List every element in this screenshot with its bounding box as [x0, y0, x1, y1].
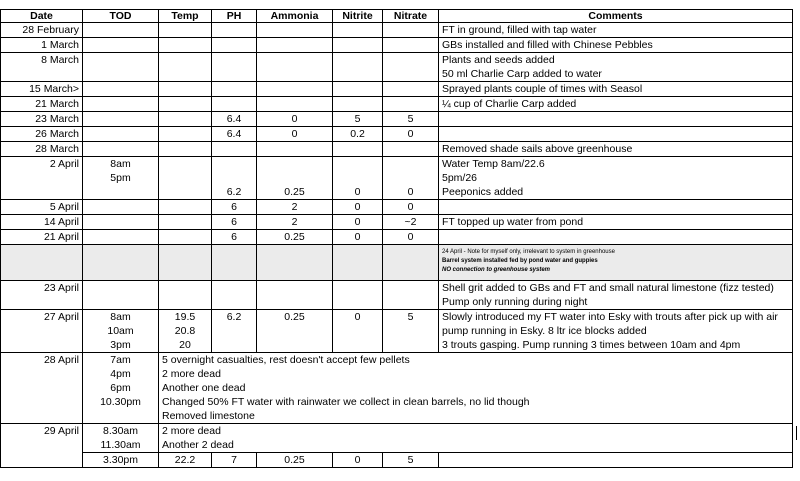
- nitrate-cell: ~2: [383, 215, 439, 230]
- tod-cell: 3.30pm: [83, 453, 159, 468]
- comment-line: Another one dead: [162, 382, 246, 394]
- tod-line: 8am: [110, 311, 131, 323]
- temp-cell: [159, 38, 212, 53]
- comment-line: Plants and seeds added: [442, 54, 555, 66]
- ammonia-cell: 0: [257, 112, 333, 127]
- tod-line: 3pm: [110, 339, 131, 351]
- ammonia-cell: [257, 157, 333, 200]
- comment-line: 50 ml Charlie Carp added to water: [442, 68, 602, 80]
- ph-cell: 6.4: [212, 127, 257, 142]
- comment-line: 2 more dead: [162, 425, 221, 437]
- ammonia-cell: [257, 38, 333, 53]
- nitrate-cell: 5: [383, 310, 439, 353]
- water-log-table: [0, 9, 793, 468]
- nitrate-cell: [383, 245, 439, 281]
- temp-cell: [159, 142, 212, 157]
- ammonia-cell: [257, 142, 333, 157]
- ph-cell: 6: [212, 230, 257, 245]
- ph-cell: [212, 53, 257, 82]
- date-cell: 21 March: [1, 97, 83, 112]
- nitrite-cell: 0: [333, 230, 383, 245]
- tod-cell: [83, 200, 159, 215]
- ph-cell: [212, 97, 257, 112]
- temp-line: 20: [179, 339, 191, 351]
- nitrite-cell: [333, 157, 383, 200]
- comment-cell: [439, 200, 793, 215]
- tod-cell: [83, 281, 159, 310]
- date-cell: 28 February: [1, 23, 83, 38]
- note-title: 24 April - Note for myself only, irrelevant to system in greenhouse: [442, 249, 615, 255]
- ammonia-cell: [257, 82, 333, 97]
- comment-line: Pump only running during night: [442, 296, 588, 308]
- table-row: [1, 142, 793, 157]
- header-ammonia: Ammonia: [257, 10, 333, 23]
- header-nitrate: Nitrate: [383, 10, 439, 23]
- date-cell: 14 April: [1, 215, 83, 230]
- nitrate-cell: [383, 142, 439, 157]
- comment-line: 5 overnight casualties, rest doesn't accept few pellets: [162, 354, 410, 366]
- comment-cell: [439, 310, 793, 353]
- tod-cell: [83, 310, 159, 353]
- ph-cell: 6: [212, 215, 257, 230]
- date-cell: 21 April: [1, 230, 83, 245]
- ph-cell: 6.2: [212, 310, 257, 353]
- ph-cell: [212, 245, 257, 281]
- tod-cell: [83, 215, 159, 230]
- table-row: [1, 97, 793, 112]
- tod-cell: [83, 112, 159, 127]
- nitrate-cell: 5: [383, 112, 439, 127]
- ammonia-cell: 0.25: [257, 310, 333, 353]
- ph-cell: [212, 82, 257, 97]
- tod-cell: [83, 97, 159, 112]
- date-cell: 2 April: [1, 157, 83, 200]
- note-italic: NO connection to greenhouse system: [442, 267, 551, 273]
- ph-cell: [212, 281, 257, 310]
- tod-cell: [83, 245, 159, 281]
- note-cell: [439, 245, 793, 281]
- comment-cell: [439, 453, 793, 468]
- ph-cell: [212, 23, 257, 38]
- ammonia-cell: 2: [257, 200, 333, 215]
- comment-line: Water Temp 8am/22.6: [442, 158, 545, 170]
- ammonia-cell: [257, 23, 333, 38]
- nitrite-cell: 0: [333, 453, 383, 468]
- ph-cell: [212, 142, 257, 157]
- tod-line: 7am: [110, 354, 131, 366]
- table-row: [1, 200, 793, 215]
- header-comments: Comments: [439, 10, 793, 23]
- tod-cell: [83, 142, 159, 157]
- tod-line: 4pm: [110, 368, 131, 380]
- temp-cell: [159, 215, 212, 230]
- date-cell: 28 April: [1, 353, 83, 424]
- tod-cell: [83, 38, 159, 53]
- nitrite-cell: [333, 38, 383, 53]
- nitrate-cell: [383, 157, 439, 200]
- header-nitrite: Nitrite: [333, 10, 383, 23]
- comment-cell: [439, 112, 793, 127]
- ammonia-cell: 0: [257, 127, 333, 142]
- temp-cell: [159, 245, 212, 281]
- table-row: [1, 310, 793, 353]
- temp-cell: [159, 53, 212, 82]
- comment-line: 3 trouts gasping. Pump running 3 times between 10am and 4pm: [442, 339, 741, 351]
- date-cell: 28 March: [1, 142, 83, 157]
- table-row: [1, 112, 793, 127]
- comment-line: Removed limestone: [162, 410, 255, 422]
- temp-cell: [159, 82, 212, 97]
- nitrite-cell: [333, 97, 383, 112]
- table-row: [1, 215, 793, 230]
- table-row: [1, 281, 793, 310]
- comment-line: Peeponics added: [442, 186, 524, 198]
- comment-line: Changed 50% FT water with rainwater we collect in clean barrels, no lid though: [162, 396, 530, 408]
- comment-cell: Removed shade sails above greenhouse: [439, 142, 793, 157]
- ph-cell: 6: [212, 200, 257, 215]
- nitrate-value: 0: [407, 186, 414, 198]
- comment-cell: FT topped up water from pond: [439, 215, 793, 230]
- tod-line: 5pm: [110, 172, 131, 184]
- ammonia-cell: [257, 53, 333, 82]
- temp-cell: [159, 200, 212, 215]
- nitrate-cell: [383, 281, 439, 310]
- date-cell: 26 March: [1, 127, 83, 142]
- ph-cell: 7: [212, 453, 257, 468]
- comment-cell: [439, 127, 793, 142]
- ammonia-cell: [257, 97, 333, 112]
- nitrite-cell: [333, 245, 383, 281]
- table-row: [1, 127, 793, 142]
- tod-cell: [83, 23, 159, 38]
- header-row: [1, 10, 793, 23]
- cursor-mark: [796, 426, 797, 440]
- ammonia-cell: 0.25: [257, 453, 333, 468]
- date-cell: [1, 245, 83, 281]
- comment-line: Slowly introduced my FT water into Esky with trouts after pick up with air: [442, 311, 778, 323]
- nitrite-cell: 0.2: [333, 127, 383, 142]
- ph-cell: [212, 38, 257, 53]
- header-tod: TOD: [83, 10, 159, 23]
- comment-cell: [439, 281, 793, 310]
- nitrite-cell: [333, 142, 383, 157]
- date-cell: 1 March: [1, 38, 83, 53]
- note-bold: Barrel system installed fed by pond water and guppies: [442, 258, 598, 264]
- nitrite-value: 0: [354, 186, 361, 198]
- tod-line: 10am: [107, 325, 134, 337]
- nitrate-cell: 0: [383, 230, 439, 245]
- table-row: [1, 53, 793, 82]
- ammonia-value: 0.25: [284, 186, 305, 198]
- date-cell: 5 April: [1, 200, 83, 215]
- temp-line: 20.8: [174, 325, 196, 337]
- tod-line: 8am: [110, 158, 131, 170]
- tod-line: 10.30pm: [100, 396, 141, 408]
- temp-cell: [159, 281, 212, 310]
- tod-cell: [83, 127, 159, 142]
- date-cell: 29 April: [1, 424, 83, 468]
- comment-cell: [439, 53, 793, 82]
- tod-cell: [83, 82, 159, 97]
- nitrite-cell: 5: [333, 112, 383, 127]
- comment-line: pump running in Esky. 8 ltr ice blocks added: [442, 325, 647, 337]
- nitrite-cell: [333, 23, 383, 38]
- temp-cell: [159, 230, 212, 245]
- nitrate-cell: [383, 53, 439, 82]
- ph-value: 6.2: [226, 186, 242, 198]
- header-temp: Temp: [159, 10, 212, 23]
- tod-line: 6pm: [110, 382, 131, 394]
- comment-cell: [439, 157, 793, 200]
- temp-cell: [159, 310, 212, 353]
- nitrate-cell: 0: [383, 127, 439, 142]
- table-row: [1, 82, 793, 97]
- header-date: Date: [1, 10, 83, 23]
- tod-line: 11.30am: [100, 439, 141, 451]
- tod-cell: [83, 157, 159, 200]
- nitrite-cell: [333, 82, 383, 97]
- tod-cell: [83, 353, 159, 424]
- temp-cell: [159, 112, 212, 127]
- comment-cell: [159, 353, 793, 424]
- table-row: [1, 424, 793, 453]
- ph-cell: [212, 157, 257, 200]
- temp-cell: [159, 127, 212, 142]
- date-cell: 23 April: [1, 281, 83, 310]
- tod-line: 8.30am: [102, 425, 139, 437]
- nitrite-cell: [333, 53, 383, 82]
- tod-cell: [83, 424, 159, 453]
- nitrite-cell: 0: [333, 215, 383, 230]
- temp-cell: 22.2: [159, 453, 212, 468]
- comment-cell: [159, 424, 793, 453]
- ammonia-cell: 2: [257, 215, 333, 230]
- table-row: [1, 453, 793, 468]
- ph-cell: 6.4: [212, 112, 257, 127]
- header-ph: PH: [212, 10, 257, 23]
- temp-cell: [159, 97, 212, 112]
- date-cell: 23 March: [1, 112, 83, 127]
- tod-cell: [83, 53, 159, 82]
- ammonia-cell: [257, 281, 333, 310]
- nitrate-cell: [383, 97, 439, 112]
- tod-cell: [83, 230, 159, 245]
- temp-cell: [159, 157, 212, 200]
- comment-cell: Sprayed plants couple of times with Seasol: [439, 82, 793, 97]
- date-cell: 27 April: [1, 310, 83, 353]
- date-cell: 8 March: [1, 53, 83, 82]
- table-row: [1, 38, 793, 53]
- nitrite-cell: 0: [333, 200, 383, 215]
- nitrite-cell: [333, 281, 383, 310]
- note-row: [1, 245, 793, 281]
- comment-line: 5pm/26: [442, 172, 478, 184]
- comment-cell: [439, 230, 793, 245]
- nitrate-cell: [383, 38, 439, 53]
- nitrate-cell: [383, 82, 439, 97]
- ammonia-cell: [257, 245, 333, 281]
- nitrate-cell: 0: [383, 200, 439, 215]
- nitrate-cell: 5: [383, 453, 439, 468]
- table-row: [1, 157, 793, 200]
- temp-line: 19.5: [174, 311, 196, 323]
- nitrate-cell: [383, 23, 439, 38]
- comment-line: Shell grit added to GBs and FT and small natural limestone (fizz tested): [442, 282, 774, 294]
- comment-cell: ¼ cup of Charlie Carp added: [439, 97, 793, 112]
- comment-line: Another 2 dead: [162, 439, 234, 451]
- comment-cell: GBs installed and filled with Chinese Pebbles: [439, 38, 793, 53]
- ammonia-cell: 0.25: [257, 230, 333, 245]
- nitrite-cell: 0: [333, 310, 383, 353]
- comment-cell: FT in ground, filled with tap water: [439, 23, 793, 38]
- date-cell: 15 March>: [1, 82, 83, 97]
- table-row: [1, 23, 793, 38]
- table-row: [1, 353, 793, 424]
- comment-line: 2 more dead: [162, 368, 221, 380]
- table-row: [1, 230, 793, 245]
- temp-cell: [159, 23, 212, 38]
